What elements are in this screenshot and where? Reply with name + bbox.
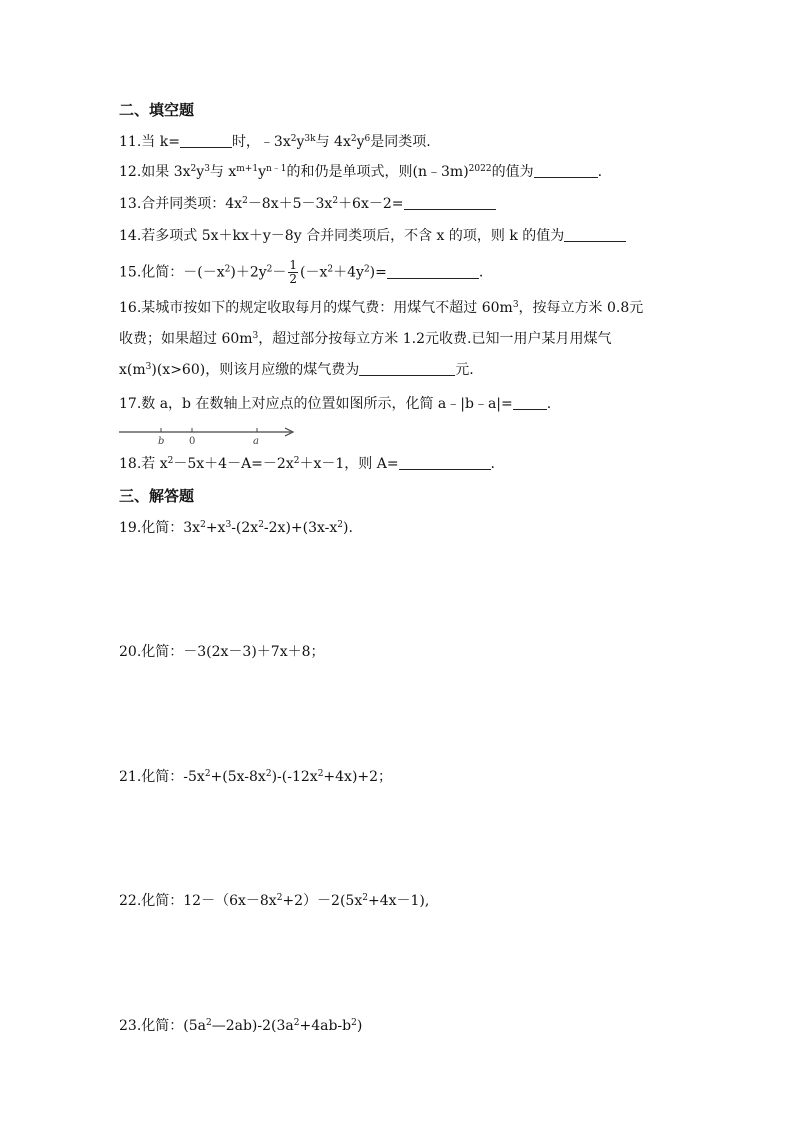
answer-blank[interactable] xyxy=(399,455,491,470)
question-19: 19.化简：$3x^2+x^3-(2x^2-2x)+(3x-x^2)$. xyxy=(119,520,353,536)
question-15: 15.化简：$-(-x^2)+2y^2-$ $\frac{1}{2}$ $(-x^2+4y^2)=$ . xyxy=(119,258,484,286)
section-heading-fill-blank: 二、填空题 xyxy=(119,101,195,119)
question-18: 18.若 $x^2-5x+4-A=-2x^2+x-1$，则 A= . xyxy=(119,456,495,472)
answer-blank[interactable] xyxy=(387,264,479,279)
question-16-line-1: 16.某城市按如下的规定收取每月的煤气费：用煤气不超过 $60m^3$，按每立方米 0.8元 xyxy=(119,300,644,316)
question-22: 22.化简：$12-(6x-8x^2+2)-2(5x^2+4x-1)$, xyxy=(119,893,430,909)
question-16-line-3: $x(m^3)(x>60)$，则该月应缴的煤气费为 元. xyxy=(119,362,474,378)
number-line-label-b: b xyxy=(158,436,165,447)
answer-blank[interactable] xyxy=(180,133,232,148)
question-17: 17.数 a，b 在数轴上对应点的位置如图所示，化简 a﹣|b﹣a|= . xyxy=(119,396,552,412)
answer-blank[interactable] xyxy=(564,227,626,242)
question-16-line-2: 收费；如果超过 $60m^3$，超过部分按每立方米 1.2元收费.已知一用户某月用煤气 xyxy=(119,331,612,347)
question-23: 23.化简：$(5a^2—2ab)-2(3a^2+4ab-b^2)$ xyxy=(119,1018,363,1034)
answer-blank[interactable] xyxy=(359,361,455,376)
fraction-one-half: $\frac{1}{2}$ xyxy=(289,258,298,286)
question-21: 21.化简：$-5x^2+(5x-8x^2)-(-12x^2+4x)+2$； xyxy=(119,769,393,785)
number-line-label-zero: 0 xyxy=(189,436,196,447)
answer-blank[interactable] xyxy=(513,395,547,410)
number-line xyxy=(119,422,299,448)
answer-blank[interactable] xyxy=(404,195,496,210)
section-heading-solve: 三、解答题 xyxy=(119,487,195,505)
question-14: 14.若多项式 5x＋kx＋y－8y 合并同类项后，不含 x 的项，则 k 的值为 xyxy=(119,226,626,246)
number-line-label-a: a xyxy=(253,436,259,447)
question-11: 11.当 k= 时，$﹣3x^2y^{3k}$与 $4x^2y^6$是同类项. xyxy=(119,134,431,150)
answer-blank[interactable] xyxy=(534,163,598,178)
question-12: 12.如果 $3x^2y^3$与 $x^{m+1}y^{n﹣1}$的和仍是单项式，则(n﹣3m)$^{2022}$的值为 . xyxy=(119,164,603,180)
question-20: 20.化简：－3(2x－3)＋7x＋8； xyxy=(119,644,325,660)
question-13: 13.合并同类项：$4x^2-8x+5-3x^2+6x-2=$ xyxy=(119,194,496,214)
